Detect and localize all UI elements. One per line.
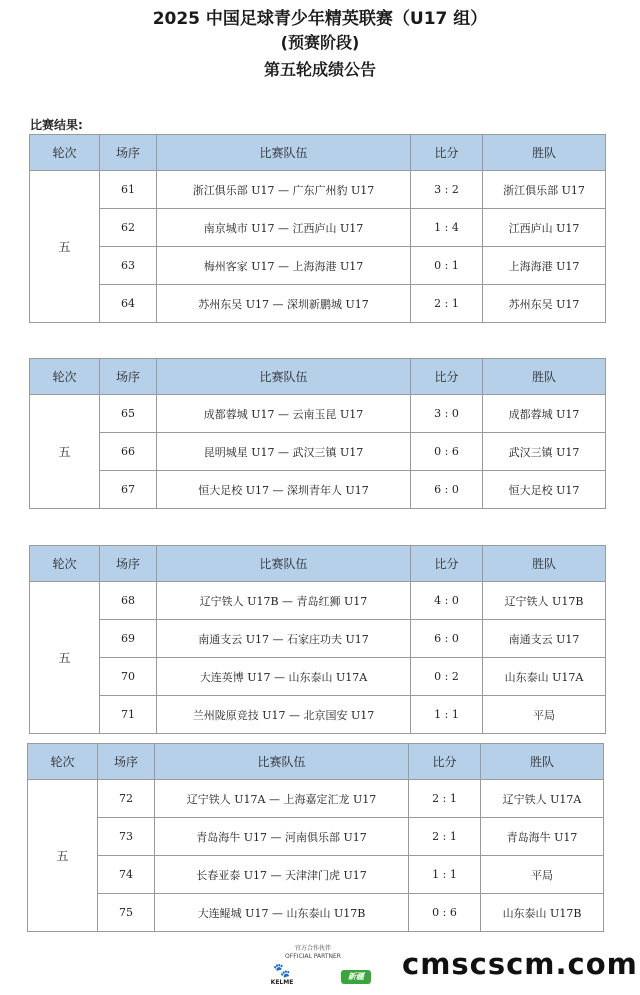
teams-cell: 兰州陇原竞技 U17 — 北京国安 U17 [157,696,411,734]
winner-cell: 青岛海牛 U17 [481,818,604,856]
winner-cell: 上海海港 U17 [483,247,606,285]
round-cell: 五 [30,171,100,323]
score-cell: 6 : 0 [411,620,483,658]
watermark: cmscscm.com [402,947,638,981]
winner-cell: 浙江俱乐部 U17 [483,171,606,209]
table-header-row [30,359,606,395]
column-header-winner: 胜队 [483,359,606,395]
column-header-seq: 场序 [98,744,155,780]
kelme-logo [268,963,296,986]
column-header-winner: 胜队 [481,744,604,780]
column-header-score: 比分 [411,546,483,582]
column-header-score: 比分 [409,744,481,780]
seq-cell: 61 [100,171,157,209]
score-cell: 0 : 2 [411,658,483,696]
teams-cell: 浙江俱乐部 U17 — 广东广州豹 U17 [157,171,411,209]
partner-caption-en: OFFICIAL PARTNER [285,953,341,960]
winner-cell: 辽宁铁人 U17B [483,582,606,620]
score-cell: 2 : 1 [409,818,481,856]
score-cell: 4 : 0 [411,582,483,620]
winner-cell: 平局 [481,856,604,894]
teams-cell: 南通支云 U17 — 石家庄功夫 U17 [157,620,411,658]
column-header-teams: 比赛队伍 [155,744,409,780]
column-header-round: 轮次 [28,744,98,780]
page-title: 2025 中国足球青少年精英联赛（U17 组） [152,9,488,29]
seq-cell: 63 [100,247,157,285]
seq-cell: 68 [100,582,157,620]
score-cell: 2 : 1 [411,285,483,323]
column-header-seq: 场序 [100,135,157,171]
table-row [30,395,606,433]
seq-cell: 67 [100,471,157,509]
teams-cell: 梅州客家 U17 — 上海海港 U17 [157,247,411,285]
score-cell: 6 : 0 [411,471,483,509]
results-table-group-3 [29,545,606,734]
seq-cell: 72 [98,780,155,818]
teams-cell: 辽宁铁人 U17B — 青岛红狮 U17 [157,582,411,620]
table-row [30,582,606,620]
winner-cell: 山东泰山 U17A [483,658,606,696]
seq-cell: 65 [100,395,157,433]
column-header-round: 轮次 [30,135,100,171]
column-header-teams: 比赛队伍 [157,359,411,395]
table-row [30,471,606,509]
table-row [28,780,604,818]
column-header-round: 轮次 [30,359,100,395]
table-header-row [28,744,604,780]
table-row [28,818,604,856]
winner-cell: 平局 [483,696,606,734]
column-header-round: 轮次 [30,546,100,582]
seq-cell: 73 [98,818,155,856]
seq-cell: 64 [100,285,157,323]
score-cell: 1 : 1 [409,856,481,894]
seq-cell: 69 [100,620,157,658]
table-row [30,433,606,471]
sponsor-logo: 新疆 [341,970,371,984]
round-cell: 五 [30,582,100,734]
table-row [30,696,606,734]
winner-cell: 山东泰山 U17B [481,894,604,932]
score-cell: 0 : 1 [411,247,483,285]
column-header-score: 比分 [411,359,483,395]
seq-cell: 74 [98,856,155,894]
round-cell: 五 [30,395,100,509]
table-row [30,620,606,658]
score-cell: 2 : 1 [409,780,481,818]
table-row [30,171,606,209]
teams-cell: 大连英博 U17 — 山东泰山 U17A [157,658,411,696]
table-row [30,285,606,323]
table-header-row [30,135,606,171]
teams-cell: 恒大足校 U17 — 深圳青年人 U17 [157,471,411,509]
section-label: 比赛结果: [30,118,83,132]
winner-cell: 恒大足校 U17 [483,471,606,509]
winner-cell: 南通支云 U17 [483,620,606,658]
table-header-row [30,546,606,582]
table-row [30,658,606,696]
teams-cell: 南京城市 U17 — 江西庐山 U17 [157,209,411,247]
column-header-teams: 比赛队伍 [157,546,411,582]
table-row [30,247,606,285]
winner-cell: 成都蓉城 U17 [483,395,606,433]
teams-cell: 青岛海牛 U17 — 河南俱乐部 U17 [155,818,409,856]
seq-cell: 75 [98,894,155,932]
score-cell: 3 : 2 [411,171,483,209]
teams-cell: 大连鲲城 U17 — 山东泰山 U17B [155,894,409,932]
score-cell: 1 : 1 [411,696,483,734]
seq-cell: 70 [100,658,157,696]
teams-cell: 苏州东吴 U17 — 深圳新鹏城 U17 [157,285,411,323]
column-header-winner: 胜队 [483,135,606,171]
results-table-group-2 [29,358,606,509]
seq-cell: 66 [100,433,157,471]
score-cell: 3 : 0 [411,395,483,433]
results-table-group-4 [27,743,604,932]
page-heading: 第五轮成绩公告 [263,60,376,79]
paw-icon: 🐾 [273,963,291,979]
column-header-seq: 场序 [100,359,157,395]
column-header-teams: 比赛队伍 [157,135,411,171]
round-cell: 五 [28,780,98,932]
table-row [28,856,604,894]
seq-cell: 71 [100,696,157,734]
score-cell: 0 : 6 [409,894,481,932]
page-subtitle: (预赛阶段) [280,33,360,52]
table-row [28,894,604,932]
winner-cell: 辽宁铁人 U17A [481,780,604,818]
table-row [30,209,606,247]
teams-cell: 昆明城星 U17 — 武汉三镇 U17 [157,433,411,471]
score-cell: 1 : 4 [411,209,483,247]
seq-cell: 62 [100,209,157,247]
winner-cell: 江西庐山 U17 [483,209,606,247]
results-table-group-1 [29,134,606,323]
partner-caption [283,945,343,961]
teams-cell: 辽宁铁人 U17A — 上海嘉定汇龙 U17 [155,780,409,818]
partner-caption-cn: 官方合作伙伴 [294,945,331,952]
score-cell: 0 : 6 [411,433,483,471]
column-header-seq: 场序 [100,546,157,582]
winner-cell: 武汉三镇 U17 [483,433,606,471]
teams-cell: 长春亚泰 U17 — 天津津门虎 U17 [155,856,409,894]
column-header-winner: 胜队 [483,546,606,582]
kelme-logo-label: KELME [270,979,294,986]
column-header-score: 比分 [411,135,483,171]
winner-cell: 苏州东吴 U17 [483,285,606,323]
teams-cell: 成都蓉城 U17 — 云南玉昆 U17 [157,395,411,433]
